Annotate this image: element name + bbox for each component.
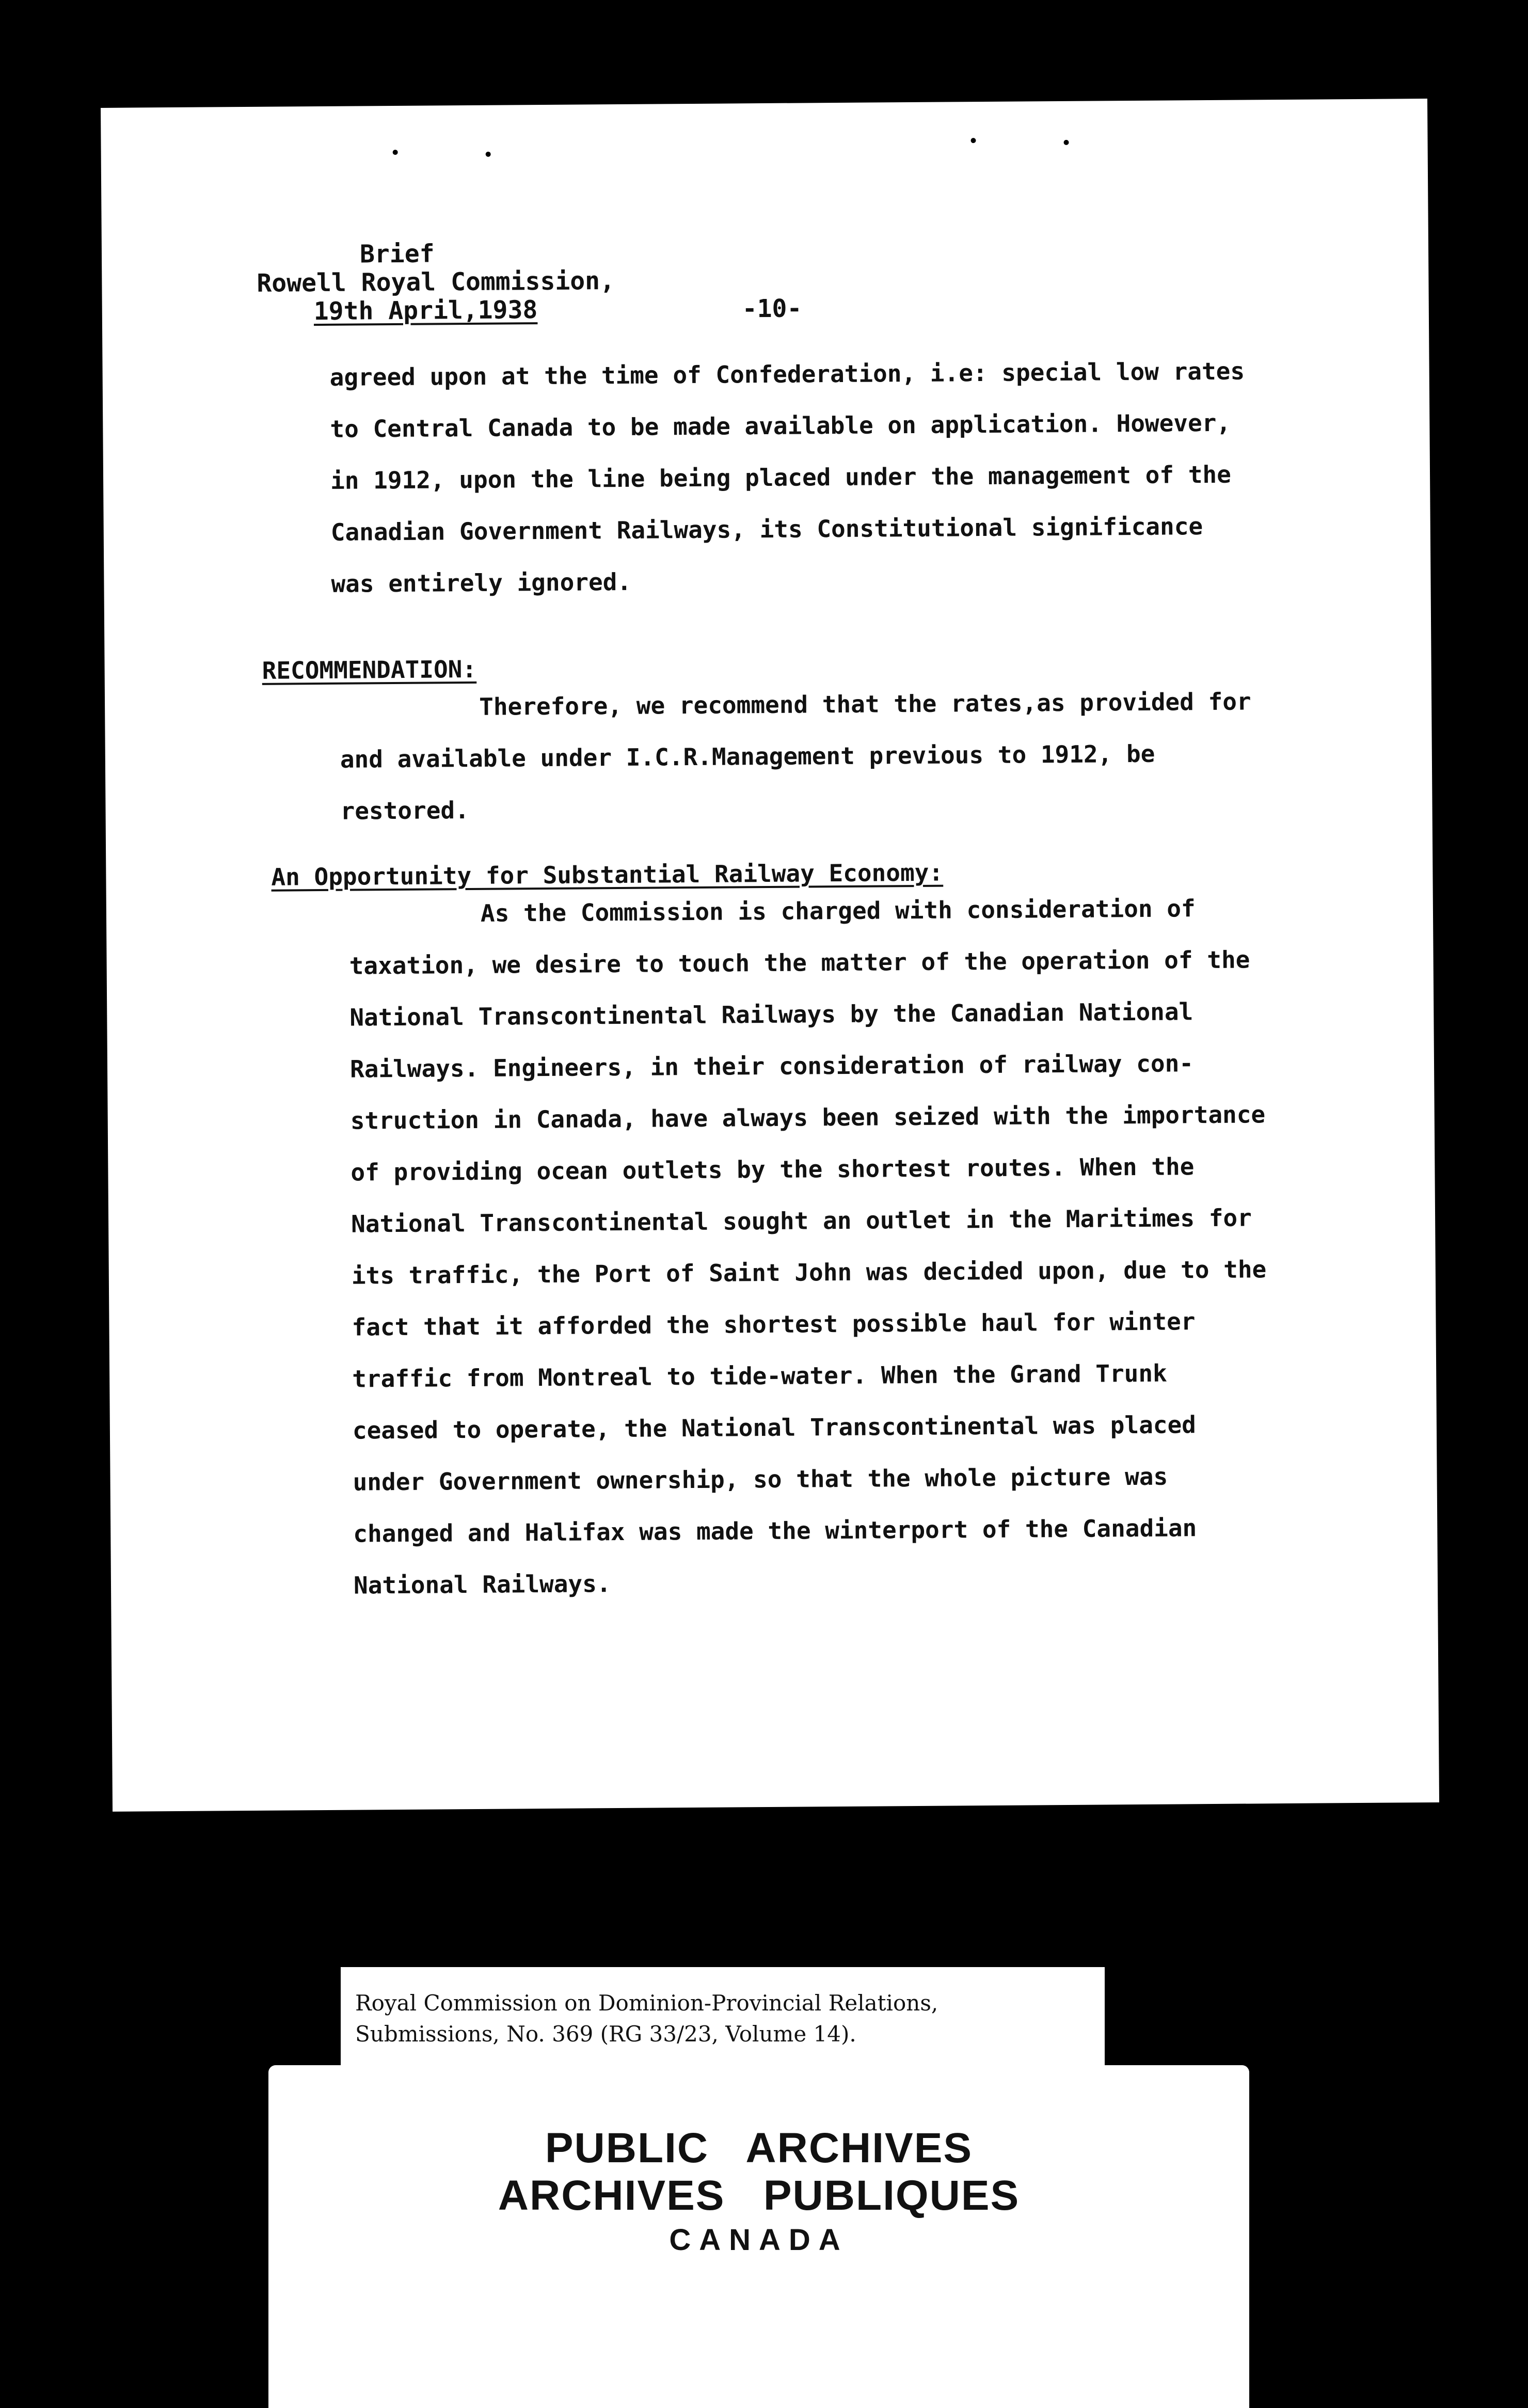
text-line: Therefore, we recommend that the rates,as provided for: [479, 687, 1251, 721]
text-line: ceased to operate, the National Transcontinental was placed: [352, 1411, 1197, 1445]
text-line: under Government ownership, so that the whole picture was: [353, 1462, 1168, 1496]
page-number: -10-: [742, 294, 802, 324]
text-line: National Transcontinental sought an outlet in the Maritimes for: [351, 1203, 1252, 1238]
text-line: taxation, we desire to touch the matter of the operation of the: [349, 945, 1250, 980]
archive-reference-label: [341, 1967, 1105, 2073]
stamp-line-country: CANADA: [669, 2223, 849, 2257]
punch-hole-mark: [393, 150, 398, 155]
text-line: in 1912, upon the line being placed under the management of the: [330, 460, 1231, 495]
text-line: changed and Halifax was made the winterport of the Canadian: [353, 1514, 1197, 1548]
text-line: to Central Canada to be made available on application. However,: [330, 408, 1231, 443]
label-line: Royal Commission on Dominion-Provincial Relations,: [355, 1990, 938, 2016]
label-line: Submissions, No. 369 (RG 33/23, Volume 14).: [355, 2021, 856, 2047]
header-date: 19th April,1938: [313, 295, 538, 326]
text-line: agreed upon at the time of Confederation, i.e: special low rates: [329, 357, 1245, 391]
text-line: Canadian Government Railways, its Constitutional significance: [330, 512, 1203, 546]
text-line: was entirely ignored.: [331, 567, 632, 598]
text-line: National Transcontinental Railways by the Canadian National: [349, 997, 1193, 1032]
header-brief: Brief: [359, 239, 435, 269]
recommendation-heading: RECOMMENDATION:: [262, 655, 477, 685]
text-line: of providing ocean outlets by the shortest routes. When the: [351, 1152, 1195, 1186]
text-line: traffic from Montreal to tide-water. When the Grand Trunk: [352, 1359, 1167, 1393]
text-line: restored.: [340, 796, 469, 825]
text-line: Railways. Engineers, in their consideration of railway con-: [349, 1049, 1194, 1083]
document-page: [101, 99, 1439, 1812]
text-line: struction in Canada, have always been seized with the importance: [350, 1100, 1266, 1135]
stamp-line-french: ARCHIVES PUBLIQUES: [498, 2172, 1020, 2219]
document-header: [257, 239, 615, 326]
archives-stamp: [268, 2065, 1249, 2408]
opportunity-heading: An Opportunity for Substantial Railway Economy:: [271, 858, 944, 891]
punch-hole-mark: [1064, 140, 1069, 145]
punch-hole-mark: [486, 152, 491, 157]
text-line: and available under I.C.R.Management previous to 1912, be: [340, 739, 1155, 773]
text-line: fact that it afforded the shortest possible haul for winter: [352, 1307, 1196, 1341]
stamp-line-english: PUBLIC ARCHIVES: [545, 2125, 973, 2172]
text-line: its traffic, the Port of Saint John was decided upon, due to the: [351, 1255, 1267, 1290]
punch-hole-mark: [970, 138, 976, 143]
paragraph-opportunity: [349, 882, 1269, 1611]
header-commission: Rowell Royal Commission,: [257, 266, 615, 298]
text-line: National Railways.: [353, 1570, 611, 1599]
paragraph-confederation: [329, 345, 1246, 610]
text-line: As the Commission is charged with consideration of: [480, 894, 1196, 927]
paragraph-recommendation: [340, 675, 1252, 836]
